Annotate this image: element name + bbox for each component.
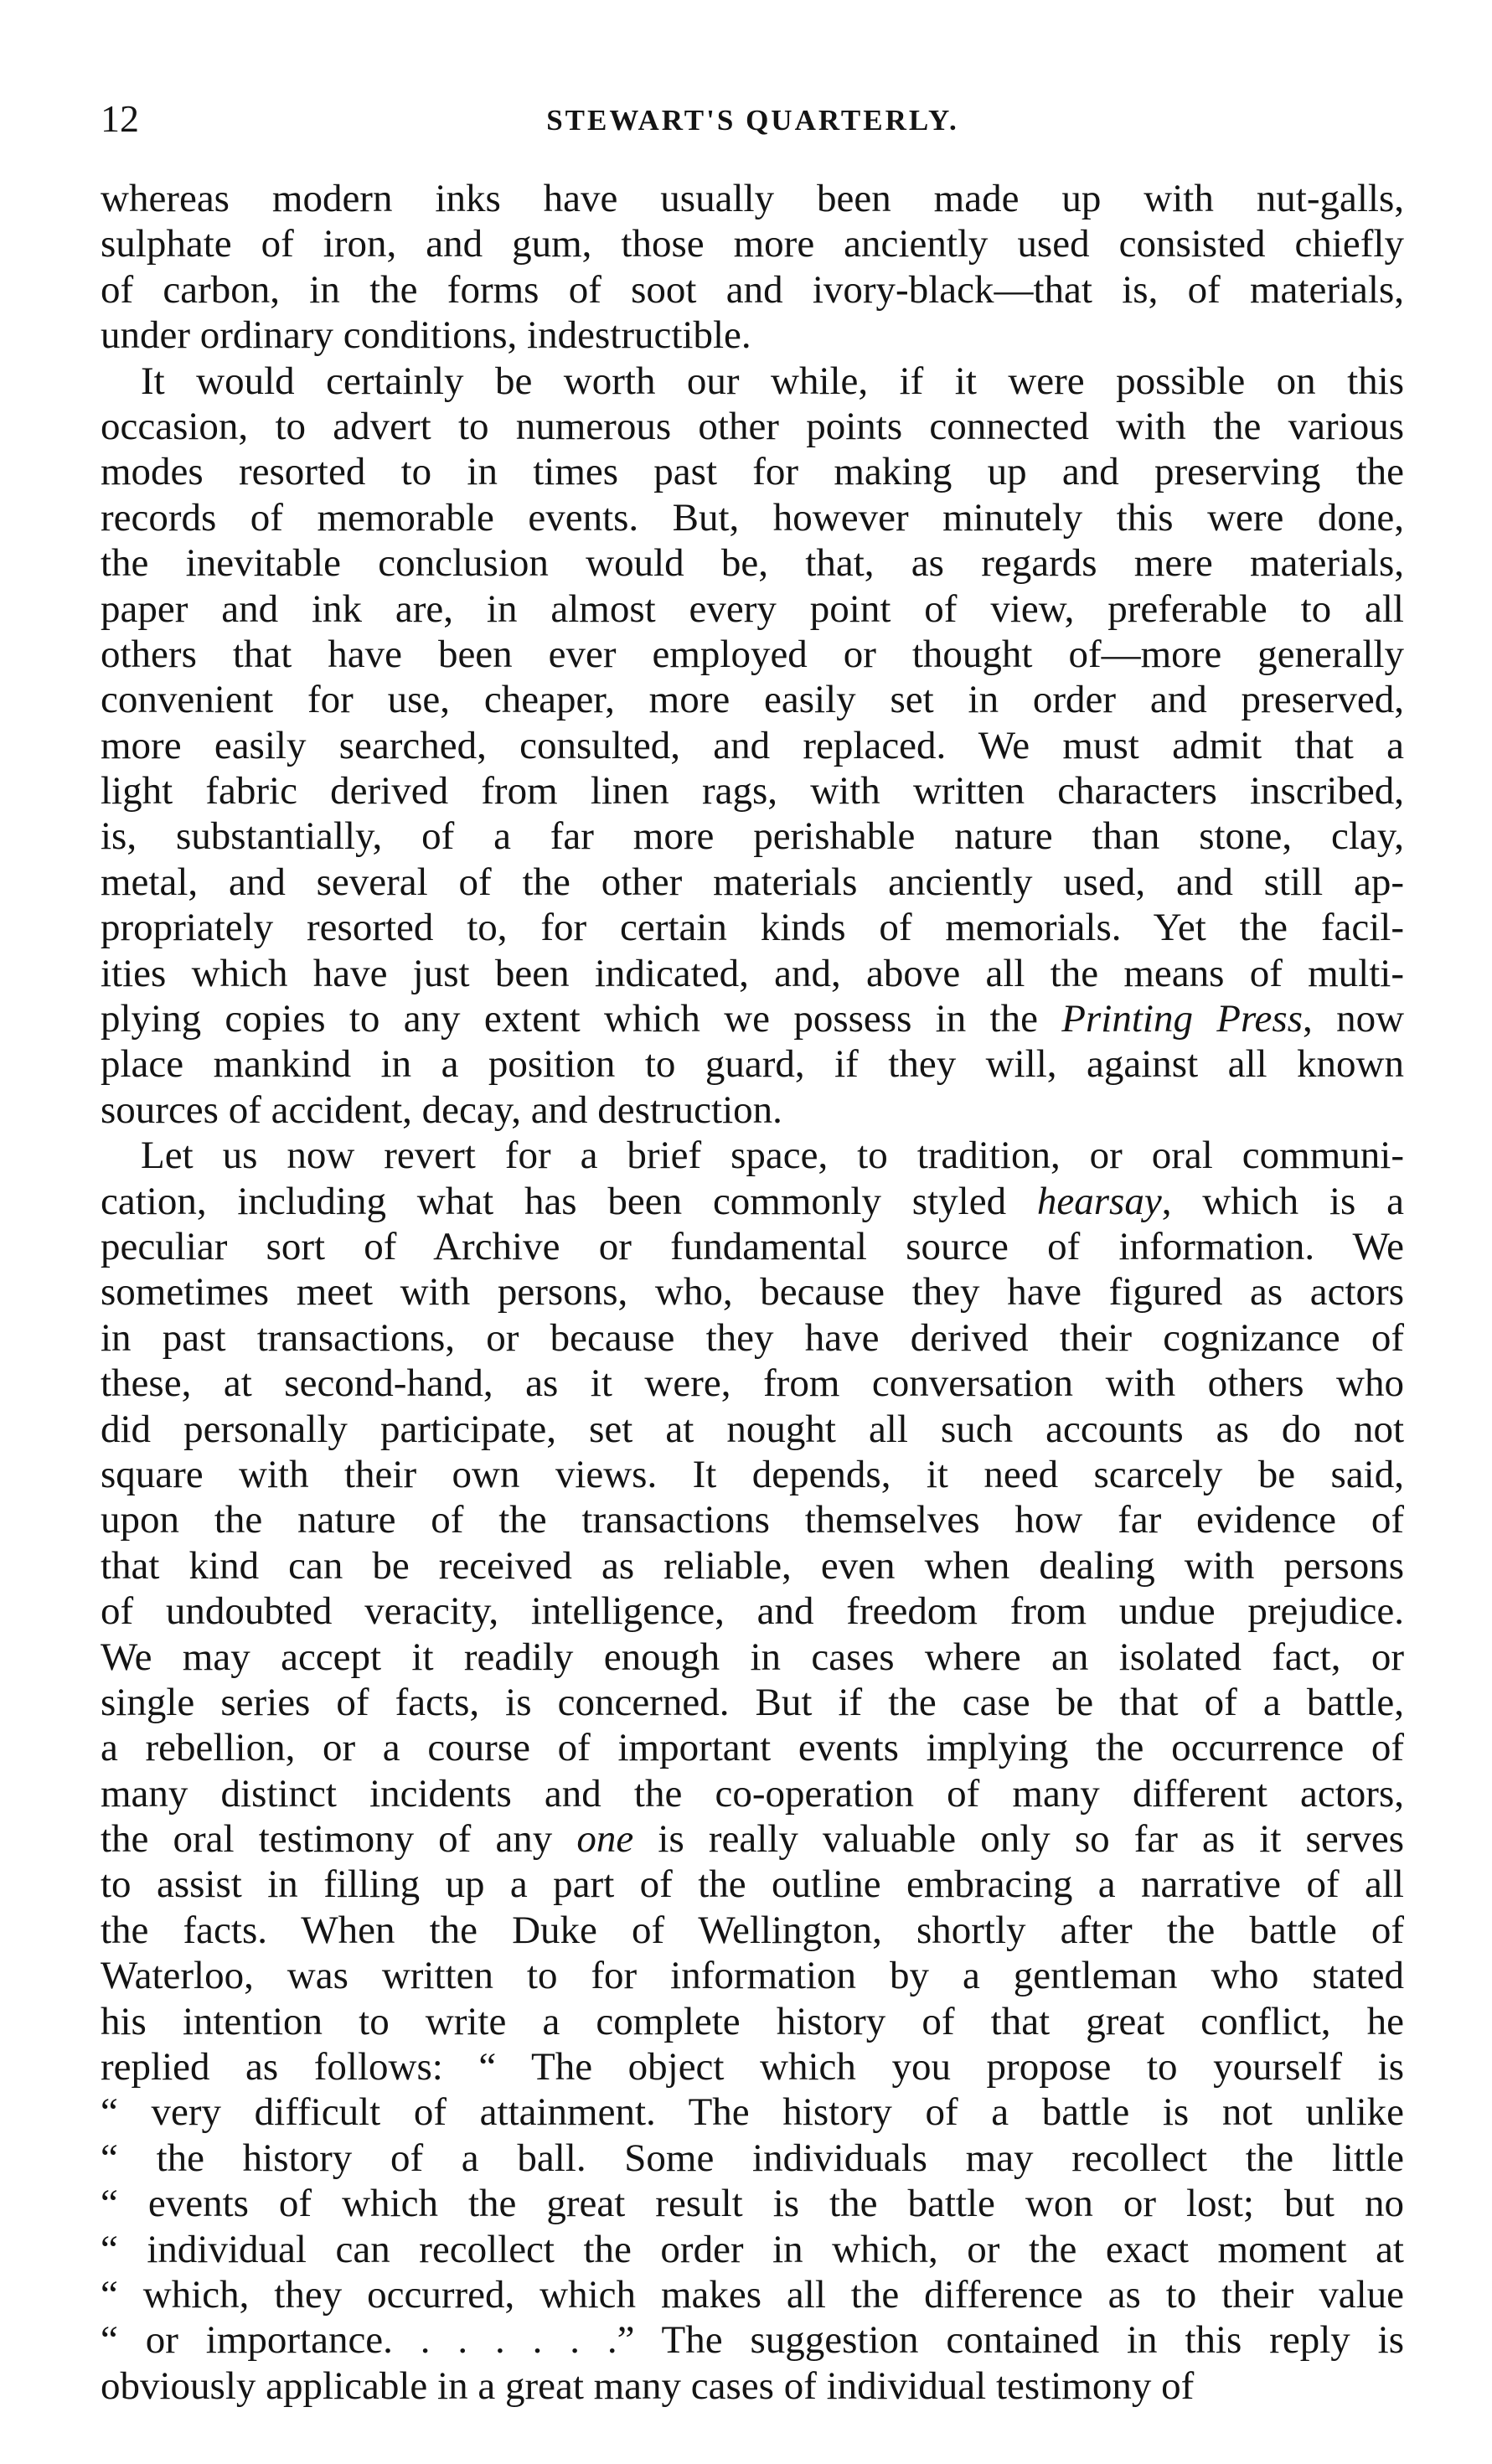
text-segment: a rebellion, or a course of important events implying the occurrence of [101,1726,1404,1770]
text-line [101,1224,1404,1269]
text-segment: , now [1303,997,1404,1041]
text-segment: We may accept it readily enough in cases where an isolated fact, or [101,1635,1404,1679]
text-segment: more easily searched, consulted, and replaced. We must admit that a [101,723,1404,767]
text-segment: “ the history of a ball. Some individuals may recollect the little [101,2136,1404,2180]
text-line [101,495,1404,540]
paragraph [101,359,1404,1134]
text-segment: “ or importance. . . . . . .” The suggestion contained in this reply is [101,2318,1404,2363]
text-segment: sulphate of iron, and gum, those more anciently used consisted chiefly [101,222,1404,266]
text-segment: to assist in filling up a part of the outline embracing a narrative of all [101,1862,1404,1907]
text-line [101,1725,1404,1770]
text-line [101,1680,1404,1725]
text-line [101,1543,1404,1588]
text-line [101,2227,1404,2272]
text-line [101,723,1404,768]
text-segment: the oral testimony of any [101,1817,577,1862]
text-line [101,1041,1404,1087]
text-line [101,1452,1404,1497]
text-line [101,2181,1404,2226]
text-segment: , which is a [1161,1179,1404,1223]
text-segment: occasion, to advert to numerous other points connected with the various [101,404,1404,448]
text-line [101,313,1404,358]
text-segment: sometimes meet with persons, who, because they have figured as actors [101,1270,1404,1315]
text-segment: propriately resorted to, for certain kinds of memorials. Yet the facil- [101,906,1404,950]
text-line [101,1407,1404,1452]
text-segment: light fabric derived from linen rags, with written characters inscribed, [101,769,1404,814]
text-line [101,1361,1404,1406]
text-segment: Let us now revert for a brief space, to tradition, or oral communi- [141,1134,1404,1178]
text-line [101,814,1404,859]
text-segment: square with their own views. It depends, it need scarcely be said, [101,1452,1404,1496]
text-segment: under ordinary conditions, indestructible. [101,313,751,358]
text-line [101,1816,1404,1862]
text-segment: replied as follows: “ The object which you propose to yourself is [101,2045,1404,2089]
body-text [101,176,1404,2409]
text-line [101,2272,1404,2317]
text-segment: cation, including what has been commonly styled [101,1179,1037,1223]
text-segment: sources of accident, decay, and destruction. [101,1087,782,1132]
text-segment: “ events of which the great result is the battle won or lost; but no [101,2182,1404,2226]
text-segment: that kind can be received as reliable, even when dealing with persons [101,1543,1404,1588]
text-line [101,2089,1404,2135]
running-head [101,94,1405,144]
italic-text: hearsay [1036,1179,1162,1223]
text-line [101,1497,1404,1542]
text-segment: whereas modern inks have usually been made up with nut-galls, [101,177,1404,220]
text-line [101,1999,1404,2044]
text-segment: the facts. When the Duke of Wellington, shortly after the battle of [101,1908,1404,1952]
text-segment: in past transactions, or because they have derived their cognizance of [101,1315,1404,1360]
text-line [101,2044,1404,2089]
text-line [101,1953,1404,1998]
text-segment: Waterloo, was written to for information by a gentleman who stated [101,1954,1404,1998]
text-line [101,267,1404,313]
text-segment: “ which, they occurred, which makes all the difference as to their value [101,2272,1404,2317]
italic-text: one [576,1817,634,1862]
text-segment: his intention to write a complete history of that great conflict, he [101,1999,1404,2043]
text-line [101,404,1404,449]
text-line [101,2136,1404,2181]
text-line [101,2363,1404,2409]
text-segment: did personally participate, set at nought all such accounts as do not [101,1407,1404,1451]
text-segment: the inevitable conclusion would be, that, as regards mere materials, [101,541,1404,586]
text-segment: It would certainly be worth our while, if it were possible on this [141,359,1404,403]
text-line [101,221,1404,266]
text-segment: “ very difficult of attainment. The history of a battle is not unlike [101,2090,1404,2135]
text-segment: metal, and several of the other materials anciently used, and still ap- [101,860,1404,904]
text-segment: convenient for use, cheaper, more easily set in order and preserved, [101,678,1404,722]
text-segment: many distinct incidents and the co-operation of many different actors, [101,1771,1404,1816]
text-line [101,1087,1404,1133]
text-segment: plying copies to any extent which we possess in the [101,997,1062,1041]
text-line [101,449,1404,494]
text-segment: place mankind in a position to guard, if they will, against all known [101,1042,1404,1087]
text-line [101,176,1404,221]
paragraph [101,1133,1404,2409]
text-line [101,768,1404,814]
text-segment: of carbon, in the forms of soot and ivory-black—that is, of materials, [101,267,1404,312]
text-line [101,1133,1404,1178]
text-line [101,586,1404,632]
text-line [101,1588,1404,1634]
text-segment: is, substantially, of a far more perishable nature than stone, clay, [101,814,1404,859]
text-segment: paper and ink are, in almost every point of view, preferable to all [101,586,1404,631]
text-segment: of undoubted veracity, intelligence, and freedom from undue prejudice. [101,1589,1404,1634]
text-line [101,359,1404,404]
text-segment: obviously applicable in a great many cases of individual testimony of [101,2363,1195,2408]
text-line [101,1635,1404,1680]
text-segment: these, at second-hand, as it were, from conversation with others who [101,1361,1404,1406]
text-segment: single series of facts, is concerned. But if the case be that of a battle, [101,1680,1404,1724]
text-line [101,905,1404,950]
text-segment: ities which have just been indicated, and, above all the means of multi- [101,951,1404,995]
text-line [101,677,1404,722]
text-line [101,951,1404,996]
text-line [101,1862,1404,1907]
text-line [101,632,1404,677]
text-line [101,540,1404,586]
text-line [101,2317,1404,2363]
italic-text: Printing Press [1061,997,1303,1041]
text-segment: is really valuable only so far as it serves [633,1817,1404,1862]
text-line [101,1179,1404,1224]
page-number: 12 [101,97,139,140]
running-title: STEWART'S QUARTERLY. [546,104,959,137]
text-segment: peculiar sort of Archive or fundamental source of information. We [101,1224,1404,1268]
text-segment: records of memorable events. But, however minutely this were done, [101,495,1404,540]
text-line [101,1315,1404,1361]
text-segment: modes resorted to in times past for making up and preserving the [101,450,1404,494]
text-line [101,1771,1404,1816]
text-line [101,860,1404,905]
text-segment: upon the nature of the transactions themselves how far evidence of [101,1498,1404,1542]
text-segment: “ individual can recollect the order in which, or the exact moment at [101,2227,1404,2271]
text-segment: others that have been ever employed or thought of—more generally [101,632,1404,676]
text-line [101,1908,1404,1953]
text-line [101,996,1404,1041]
paragraph [101,176,1404,359]
text-line [101,1269,1404,1315]
